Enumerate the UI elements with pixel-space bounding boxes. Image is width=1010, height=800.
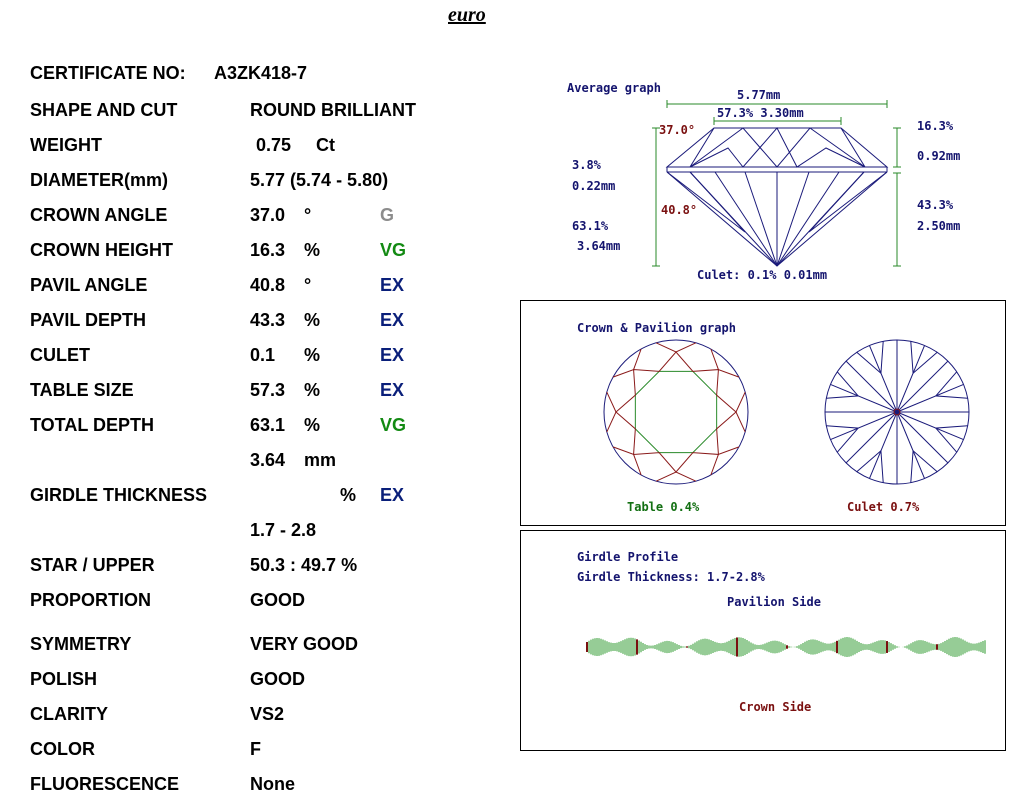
table-size-value: 57.3	[250, 380, 286, 400]
certificate-label: CERTIFICATE NO:	[30, 63, 186, 83]
crown-angle-label: CROWN ANGLE	[30, 205, 168, 225]
pavil-angle-unit: °	[304, 275, 312, 295]
crown-pavilion-title: Crown & Pavilion graph	[577, 321, 736, 335]
girdle-mm-label: 0.22mm	[572, 179, 616, 193]
total-depth-mm-value: 3.64	[250, 450, 286, 470]
girdle-grade: EX	[380, 485, 405, 505]
shape-value: ROUND BRILLIANT	[250, 100, 416, 120]
table-size-unit: %	[304, 380, 321, 400]
crown-height-pct-label: 16.3%	[917, 119, 954, 133]
diameter-label: DIAMETER(mm)	[30, 170, 168, 190]
culet-value: 0.1	[250, 345, 276, 365]
culet-grade: EX	[380, 345, 405, 365]
pavil-depth-unit: %	[304, 310, 321, 330]
crown-height-unit: %	[304, 240, 321, 260]
table-percent-label: Table 0.4%	[627, 500, 700, 514]
weight-label: WEIGHT	[30, 135, 102, 155]
crown-height-label: CROWN HEIGHT	[30, 240, 173, 260]
shape-label: SHAPE AND CUT	[30, 100, 178, 120]
total-depth-value: 63.1	[250, 415, 286, 435]
weight-value: 0.75	[256, 135, 292, 155]
table-size-label: TABLE SIZE	[30, 380, 134, 400]
total-depth-mm-unit: mm	[304, 450, 337, 470]
star-upper-value: 50.3 : 49.7 %	[250, 555, 358, 575]
culet-unit: %	[304, 345, 321, 365]
pavilion-angle-dim-label: 40.8°	[661, 203, 698, 217]
pavil-depth-grade: EX	[380, 310, 405, 330]
certificate-number: A3ZK418-7	[214, 63, 308, 83]
girdle-profile-title: Girdle Profile	[577, 550, 679, 564]
table-size-grade: EX	[380, 380, 405, 400]
clarity-label: CLARITY	[30, 704, 108, 724]
crown-angle-value: 37.0	[250, 205, 286, 225]
pavil-angle-label: PAVIL ANGLE	[30, 275, 148, 295]
color-label: COLOR	[30, 739, 95, 759]
pavil-angle-value: 40.8	[250, 275, 286, 295]
fluorescence-label: FLUORESCENCE	[30, 774, 180, 794]
proportion-label: PROPORTION	[30, 590, 152, 610]
diameter-value: 5.77 (5.74 - 5.80)	[250, 170, 389, 190]
total-depth-pct-label: 63.1%	[572, 219, 609, 233]
symmetry-label: SYMMETRY	[30, 634, 132, 654]
culet-dim-label: Culet: 0.1% 0.01mm	[697, 268, 828, 282]
symmetry-value: VERY GOOD	[250, 634, 359, 654]
culet-percent-label: Culet 0.7%	[847, 500, 920, 514]
pavilion-depth-pct-label: 43.3%	[917, 198, 954, 212]
total-depth-grade: VG	[380, 415, 407, 435]
polish-label: POLISH	[30, 669, 98, 689]
crown-height-grade: VG	[380, 240, 407, 260]
crown-height-mm-label: 0.92mm	[917, 149, 961, 163]
proportion-value: GOOD	[250, 590, 306, 610]
crown-angle-unit: °	[304, 205, 312, 225]
total-depth-label: TOTAL DEPTH	[30, 415, 155, 435]
girdle-unit: %	[340, 485, 357, 505]
total-depth-unit: %	[304, 415, 321, 435]
fluorescence-value: None	[250, 774, 295, 794]
crown-angle-grade: G	[380, 205, 395, 225]
brand-logo: euro	[448, 4, 486, 26]
culet-label: CULET	[30, 345, 90, 365]
total-depth-mm-label: 3.64mm	[577, 239, 621, 253]
table-dim-label: 57.3% 3.30mm	[717, 106, 804, 120]
girdle-label: GIRDLE THICKNESS	[30, 485, 208, 505]
average-graph-title: Average graph	[567, 81, 661, 95]
pavil-depth-label: PAVIL DEPTH	[30, 310, 147, 330]
pavil-angle-grade: EX	[380, 275, 405, 295]
pavil-depth-value: 43.3	[250, 310, 286, 330]
pavilion-side-label: Pavilion Side	[727, 595, 821, 609]
pavilion-depth-mm-label: 2.50mm	[917, 219, 961, 233]
crown-height-value: 16.3	[250, 240, 286, 260]
star-upper-label: STAR / UPPER	[30, 555, 155, 575]
polish-value: GOOD	[250, 669, 306, 689]
diameter-dim-label: 5.77mm	[737, 88, 781, 102]
girdle-thickness-label: Girdle Thickness: 1.7-2.8%	[577, 570, 765, 584]
clarity-value: VS2	[250, 704, 285, 724]
girdle-pct-label: 3.8%	[572, 158, 601, 172]
crown-side-label: Crown Side	[739, 700, 812, 714]
girdle-value: 1.7 - 2.8	[250, 520, 317, 540]
crown-angle-dim-label: 37.0°	[659, 123, 696, 137]
color-value: F	[250, 739, 261, 759]
weight-unit: Ct	[316, 135, 335, 155]
